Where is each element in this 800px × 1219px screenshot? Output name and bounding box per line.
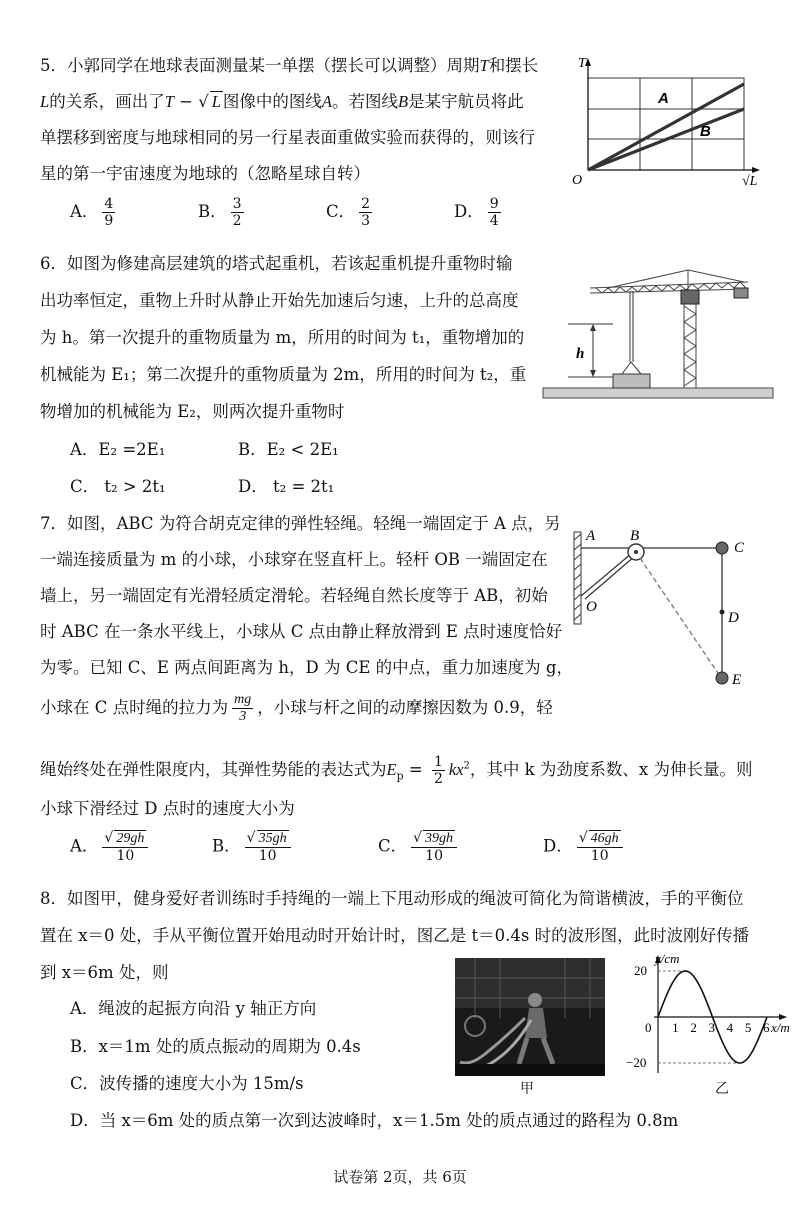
q5-option-d[interactable]: D． $\frac{9}{4}$	[454, 196, 499, 229]
q7-line-6: 小球在 C 点时绳的拉力为 $\frac{mg}{3}$ ，小球与杆之间的动摩擦因数为 0.9，轻	[40, 692, 553, 724]
x-tick-label: 6	[763, 1020, 770, 1035]
point-d	[720, 610, 725, 615]
rod-ob	[581, 553, 632, 596]
label-b: B	[630, 528, 640, 544]
caption-jia: 甲	[520, 1081, 534, 1097]
q6-option-a[interactable]: A．E₂ =2E₁	[70, 440, 166, 459]
q6-line-2: 出功率恒定，重物上升时从静止开始先加速后匀速，上升的总高度	[40, 291, 519, 310]
crane-cab	[681, 290, 699, 304]
q5-line-2: L的关系，画出了T − √ L 图像中的图线A。若图线B是某宇航员将此	[40, 92, 524, 111]
q5-option-a[interactable]: A． $\frac{4}{9}$	[70, 196, 114, 229]
q8-line-3: 到 x＝6m 处，则	[40, 963, 169, 982]
origin-label: 0	[645, 1020, 652, 1035]
q7-line-3: 墙上，另一端固定有光滑轻质定滑轮。若轻绳自然长度等于 AB，初始	[40, 586, 548, 605]
label-d: D	[728, 610, 739, 626]
q5-line-3: 单摆移到密度与地球相同的另一行星表面重做实验而获得的，则该行	[40, 128, 535, 147]
q7-line-1: 7．如图，ABC 为符合胡克定律的弹性轻绳。轻绳一端固定于 A 点，另	[40, 514, 561, 533]
y-axis-arrow-icon	[585, 58, 591, 66]
page-footer: 试卷第 2页，共 6页	[333, 1168, 467, 1186]
q5-line-4: 星的第一宇宙速度为地球的（忽略星球自转）	[40, 164, 370, 183]
q7-line-4: 时 ABC 在一条水平线上，小球从 C 点由静止释放滑到 E 点时速度恰好	[40, 622, 563, 641]
stretched-rope-dashed	[640, 558, 720, 676]
q8-fitness-photo	[455, 958, 605, 1076]
tension-fraction: $\frac{mg}{3}$	[234, 692, 252, 724]
q5-t-sqrtl-graph	[560, 50, 770, 190]
y-axis-label: y/cm	[655, 951, 680, 966]
y-axis-label: T	[578, 56, 586, 71]
q7-line-5: 为零。已知 C、E 两点间距离为 h，D 为 CE 的中点，重力加速度为 g，	[40, 658, 573, 677]
label-o: O	[586, 599, 597, 615]
q6-tower-crane-figure	[538, 262, 778, 406]
q8-option-d[interactable]: D．当 x＝6m 处的质点第一次到达波峰时，x＝1.5m 处的质点通过的路程为 0.8m	[70, 1111, 679, 1130]
hook-slings	[622, 362, 641, 374]
q6-line-5: 物增加的机械能为 E₂，则两次提升重物时	[40, 402, 345, 421]
label-a: A	[586, 528, 596, 544]
q5-option-c[interactable]: C． $\frac{2}{3}$	[326, 196, 371, 229]
line-b-label: B	[700, 123, 711, 140]
q7-elastic-rope-figure	[570, 520, 770, 695]
q6-line-1: 6．如图为修建高层建筑的塔式起重机，若该起重机提升重物时输	[40, 254, 513, 273]
q8-wave-graph	[625, 945, 795, 1080]
q7-option-a[interactable]: A． $\frac{√ 29gh}{10}$	[70, 830, 152, 864]
q5-line-1: 5．小郭同学在地球表面测量某一单摆（摆长可以调整）周期T和摆长	[40, 56, 539, 75]
q5-option-b[interactable]: B． $\frac{3}{2}$	[198, 196, 242, 229]
y-tick-20: 20	[634, 963, 647, 978]
q8-option-c[interactable]: C．波传播的速度大小为 15m/s	[70, 1074, 304, 1093]
counterweight	[734, 288, 748, 298]
ground-slab	[543, 388, 773, 398]
q6-line-3: 为 h。第一次提升的重物质量为 m，所用的时间为 t₁，重物增加的	[40, 328, 525, 347]
crane-jib	[590, 270, 748, 302]
q7-line-8: 小球下滑经过 D 点时的速度大小为	[40, 799, 295, 818]
q7-line-7: 绳始终处在弹性限度内，其弹性势能的表达式为$E_p$ = $\frac{1}{2}$ $kx^2$，其中 k 为劲度系数、x 为伸长量。则	[40, 754, 753, 787]
x-tick-label: 4	[726, 1020, 734, 1035]
x-axis-label: x/m	[771, 1020, 790, 1035]
q7-option-d[interactable]: D． $\frac{√ 46gh}{10}$	[543, 830, 627, 864]
label-e: E	[732, 672, 742, 688]
x-tick-label: 5	[744, 1020, 752, 1035]
q6-line-4: 机械能为 E₁；第二次提升的重物质量为 2m，所用的时间为 t₂，重	[40, 365, 527, 384]
y-tick-neg20: −20	[626, 1055, 647, 1070]
athlete-head	[528, 993, 542, 1007]
q6-option-d[interactable]: D． t₂ = 2t₁	[238, 477, 335, 496]
q8-line-1: 8．如图甲，健身爱好者训练时手持绳的一端上下甩动形成的绳波可简化为简谐横波，手的平衡位	[40, 889, 744, 908]
origin-label: O	[572, 173, 583, 188]
q7-option-b[interactable]: B． $\frac{√ 35gh}{10}$	[212, 830, 295, 864]
x-tick-label: 1	[672, 1020, 679, 1035]
q8-option-b[interactable]: B．x＝1m 处的质点振动的周期为 0.4s	[70, 1037, 361, 1056]
q6-option-b[interactable]: B．E₂ < 2E₁	[238, 440, 339, 459]
x-tick-label: 2	[690, 1020, 697, 1035]
wall	[574, 532, 581, 624]
q8-option-a[interactable]: A．绳波的起振方向沿 y 轴正方向	[70, 999, 317, 1018]
q7-line-2: 一端连接质量为 m 的小球，小球穿在竖直杆上。轻杆 OB 一端固定在	[40, 550, 548, 569]
line-a-label: A	[658, 90, 669, 107]
label-c: C	[734, 540, 745, 556]
q6-option-c[interactable]: C． t₂ > 2t₁	[70, 477, 166, 496]
x-axis-label: √L	[742, 174, 758, 189]
caption-yi: 乙	[715, 1081, 729, 1097]
ball-at-c	[716, 542, 728, 554]
q8-line-2: 置在 x＝0 处，手从平衡位置开始甩动时开始计时，图乙是 t＝0.4s 时的波形图，此时波刚好传播	[40, 926, 750, 945]
x-axis-arrow-icon	[752, 167, 760, 173]
heavy-load	[613, 374, 650, 388]
x-tick-label: 3	[708, 1020, 715, 1035]
q7-option-c[interactable]: C． $\frac{√ 39gh}{10}$	[378, 830, 461, 864]
ball-at-e	[716, 672, 728, 684]
crane-tower	[684, 302, 696, 388]
height-label: h	[576, 346, 585, 362]
